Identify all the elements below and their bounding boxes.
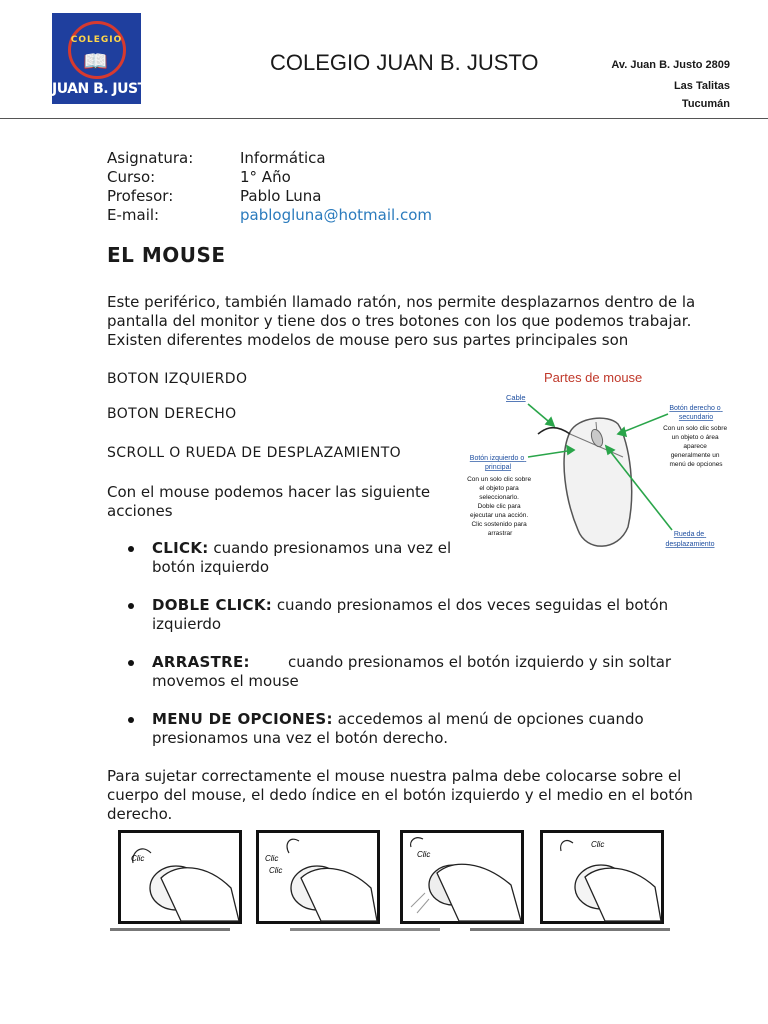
clic-label: Clic — [269, 866, 283, 875]
action-desc: cuando presionamos una vez el — [208, 539, 452, 557]
school-name: COLEGIO JUAN B. JUSTO — [270, 50, 539, 75]
label-line: principal — [484, 464, 512, 471]
info-value: 1° Año — [240, 168, 291, 186]
action-term: CLICK: — [152, 539, 209, 557]
label-line: Botón derecho o — [669, 405, 721, 412]
list-item-double-click — [112, 596, 668, 634]
hand-illustration-click — [118, 830, 242, 924]
action-desc: cuando presionamos el dos veces seguidas el botón — [272, 596, 669, 614]
text-line: Este periférico, también llamado ratón, nos permite desplazarnos dentro de la — [107, 293, 696, 311]
diagram-title: Partes de mouse — [544, 370, 643, 385]
info-course — [107, 168, 291, 186]
info-label: Profesor: — [107, 187, 174, 205]
text-line: pantalla del monitor y tiene dos o tres botones con los que podemos trabajar. — [107, 312, 692, 330]
hand-illustration-double-click — [256, 830, 380, 924]
action-desc-cont: botón izquierdo — [152, 558, 270, 576]
action-desc-cont: izquierdo — [152, 615, 222, 633]
part-left-button: BOTON IZQUIERDO — [107, 371, 248, 387]
info-value: Pablo Luna — [240, 187, 322, 205]
info-subject — [107, 149, 326, 167]
label-line: Botón izquierdo o — [469, 455, 525, 462]
address-province: Tucumán — [681, 98, 730, 110]
page-title: EL MOUSE — [107, 243, 226, 267]
hand-illustration-drag — [400, 830, 524, 924]
email-link[interactable]: pablogluna@hotmail.com — [240, 206, 432, 224]
clic-label: Clic — [265, 854, 279, 863]
desc-line: Con un solo clic sobre — [467, 476, 532, 483]
book-icon: 📖 — [83, 49, 108, 73]
hand-illustration-right-click — [540, 830, 664, 924]
desc-line: ejecutar una acción. — [470, 512, 529, 519]
action-term: ARRASTRE: — [152, 653, 250, 671]
header-divider — [0, 118, 768, 119]
clic-label: Clic — [131, 854, 145, 863]
logo-top-text: COLEGIO — [70, 35, 123, 45]
info-teacher — [107, 187, 322, 205]
label-line: secundario — [678, 414, 714, 421]
action-desc-cont: movemos el mouse — [152, 672, 299, 690]
clic-label: Clic — [591, 840, 605, 849]
desc-line: un objeto o área — [671, 434, 719, 441]
address-town: Las Talitas — [673, 80, 730, 92]
desc-line: Con un solo clic sobre — [663, 425, 728, 432]
label-line: desplazamiento — [665, 541, 715, 548]
text-line: cuerpo del mouse, el dedo índice en el botón izquierdo y el medio en el botón — [107, 786, 693, 804]
intro-paragraph — [107, 293, 707, 350]
list-item-options-menu — [112, 710, 644, 748]
text-line: Para sujetar correctamente el mouse nuestra palma debe colocarse sobre el — [107, 767, 682, 785]
mouse-parts-diagram — [458, 362, 734, 557]
desc-line: el objeto para — [479, 485, 519, 492]
text-line: Con el mouse podemos hacer las siguiente — [107, 483, 431, 501]
part-scroll-wheel: SCROLL O RUEDA DE DESPLAZAMIENTO — [107, 445, 402, 461]
text-line: Existen diferentes modelos de mouse pero sus partes principales son — [107, 331, 629, 349]
desc-line: Clic sostenido para — [471, 521, 527, 528]
desc-line: aparece — [683, 443, 707, 450]
label-cable: Cable — [506, 393, 526, 402]
info-label: Curso: — [107, 168, 156, 186]
action-term: DOBLE CLICK: — [152, 596, 273, 614]
desc-line: menú de opciones — [669, 461, 723, 468]
desc-line: arrastrar — [487, 530, 513, 537]
info-value: Informática — [240, 149, 326, 167]
bullet-icon — [128, 717, 134, 723]
desc-line: seleccionarlo. — [479, 494, 519, 501]
desc-line: Doble clic para — [477, 503, 521, 510]
info-label: Asignatura: — [107, 149, 194, 167]
action-desc: cuando presionamos el botón izquierdo y sin soltar — [288, 653, 672, 671]
school-logo — [52, 13, 159, 104]
text-line: derecho. — [107, 805, 173, 823]
address-street: Av. Juan B. Justo 2809 — [611, 59, 730, 71]
action-term: MENU DE OPCIONES: — [152, 710, 333, 728]
action-desc: accedemos al menú de opciones cuando — [332, 710, 644, 728]
label-line: Rueda de — [673, 531, 705, 538]
list-item-click — [112, 539, 451, 577]
bullet-icon — [128, 660, 134, 666]
actions-intro — [107, 483, 447, 521]
grip-paragraph — [107, 767, 717, 824]
clic-label: Clic — [417, 850, 431, 859]
info-label: E-mail: — [107, 206, 160, 224]
bullet-icon — [128, 603, 134, 609]
list-item-drag — [112, 653, 671, 691]
text-line: acciones — [107, 502, 173, 520]
action-desc-cont: presionamos una vez el botón derecho. — [152, 729, 448, 747]
info-email — [107, 206, 432, 224]
bullet-icon — [128, 546, 134, 552]
cropped-text-fragment — [110, 928, 680, 932]
desc-line: generalmente un — [670, 452, 720, 459]
logo-main-text: JUAN B. JUSTO — [52, 81, 159, 97]
part-right-button: BOTON DERECHO — [107, 406, 237, 422]
